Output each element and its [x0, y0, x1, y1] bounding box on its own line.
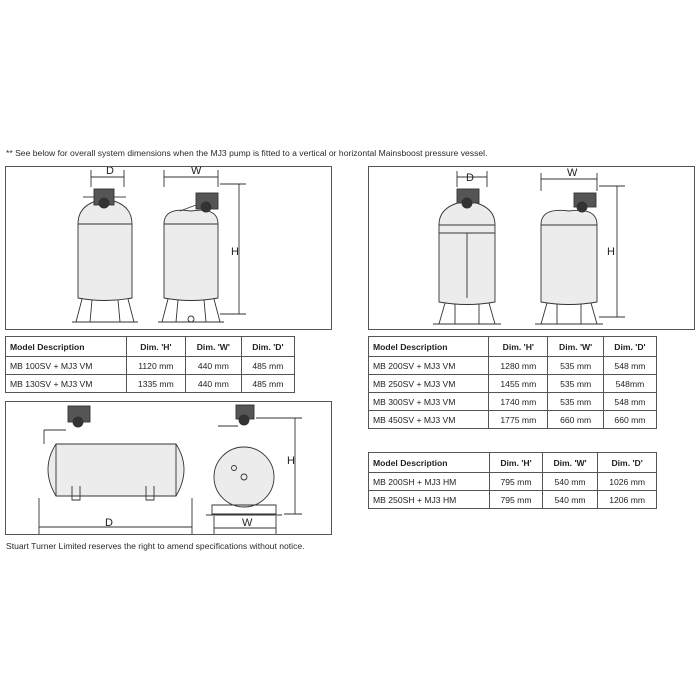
cell-dim-d: 548mm	[603, 375, 656, 393]
col-dim-d: Dim. 'D'	[241, 337, 294, 357]
table-large-vertical	[368, 336, 657, 429]
large-vertical-h-label: H	[607, 246, 615, 258]
col-dim-d: Dim. 'D'	[603, 337, 656, 357]
cell-model: MB 300SV + MJ3 VM	[369, 393, 489, 411]
drawing-large-vertical	[368, 166, 695, 330]
large-vertical-vessel-drawing	[369, 167, 694, 329]
small-vertical-h-label: H	[231, 246, 239, 258]
cell-dim-d: 485 mm	[241, 357, 294, 375]
horizontal-vessel-drawing	[6, 402, 331, 534]
table-small-vertical	[5, 336, 295, 393]
table-row	[6, 375, 295, 393]
table-horizontal	[368, 452, 657, 509]
cell-dim-w: 535 mm	[548, 375, 604, 393]
cell-dim-w: 440 mm	[185, 357, 241, 375]
col-dim-w: Dim. 'W'	[185, 337, 241, 357]
cell-dim-d: 485 mm	[241, 375, 294, 393]
cell-dim-h: 1280 mm	[489, 357, 548, 375]
cell-dim-h: 1455 mm	[489, 375, 548, 393]
cell-dim-h: 1120 mm	[126, 357, 185, 375]
cell-dim-d: 548 mm	[603, 393, 656, 411]
cell-dim-h: 1335 mm	[126, 375, 185, 393]
small-vertical-w-label: W	[191, 167, 202, 177]
cell-dim-h: 1775 mm	[489, 411, 548, 429]
col-dim-h: Dim. 'H'	[126, 337, 185, 357]
cell-dim-w: 540 mm	[542, 473, 597, 491]
cell-dim-d: 1026 mm	[598, 473, 657, 491]
header-note: ** See below for overall system dimensions when the MJ3 pump is fitted to a vertical or horizontal Mainsboost pressure vessel.	[6, 148, 488, 158]
cell-dim-w: 660 mm	[548, 411, 604, 429]
horizontal-w-label: W	[242, 517, 253, 529]
cell-dim-w: 540 mm	[542, 491, 597, 509]
small-vertical-d-label: D	[106, 167, 114, 177]
large-vertical-d-label: D	[466, 172, 474, 184]
drawing-horizontal	[5, 401, 332, 535]
col-dim-h: Dim. 'H'	[489, 337, 548, 357]
cell-model: MB 130SV + MJ3 VM	[6, 375, 127, 393]
cell-model: MB 100SV + MJ3 VM	[6, 357, 127, 375]
cell-dim-d: 1206 mm	[598, 491, 657, 509]
table-row	[369, 491, 657, 509]
cell-model: MB 450SV + MJ3 VM	[369, 411, 489, 429]
cell-dim-d: 660 mm	[603, 411, 656, 429]
table-row	[6, 357, 295, 375]
cell-model: MB 200SV + MJ3 VM	[369, 357, 489, 375]
cell-model: MB 250SV + MJ3 VM	[369, 375, 489, 393]
col-dim-h: Dim. 'H'	[490, 453, 543, 473]
horizontal-d-label: D	[105, 517, 113, 529]
table-row	[369, 473, 657, 491]
col-model-description: Model Description	[6, 337, 127, 357]
table-row	[369, 357, 657, 375]
cell-model: MB 250SH + MJ3 HM	[369, 491, 490, 509]
cell-dim-h: 1740 mm	[489, 393, 548, 411]
col-dim-d: Dim. 'D'	[598, 453, 657, 473]
col-model-description: Model Description	[369, 337, 489, 357]
cell-dim-w: 440 mm	[185, 375, 241, 393]
table-row	[369, 411, 657, 429]
drawing-small-vertical	[5, 166, 332, 330]
cell-dim-h: 795 mm	[490, 473, 543, 491]
cell-dim-d: 548 mm	[603, 357, 656, 375]
cell-model: MB 200SH + MJ3 HM	[369, 473, 490, 491]
table-row	[369, 375, 657, 393]
horizontal-h-label: H	[287, 455, 295, 467]
small-vertical-vessel-drawing	[6, 167, 331, 329]
col-dim-w: Dim. 'W'	[542, 453, 597, 473]
footer-note: Stuart Turner Limited reserves the right to amend specifications without notice.	[6, 541, 305, 551]
cell-dim-w: 535 mm	[548, 393, 604, 411]
col-dim-w: Dim. 'W'	[548, 337, 604, 357]
col-model-description: Model Description	[369, 453, 490, 473]
table-row	[369, 393, 657, 411]
cell-dim-h: 795 mm	[490, 491, 543, 509]
cell-dim-w: 535 mm	[548, 357, 604, 375]
large-vertical-w-label: W	[567, 167, 578, 179]
